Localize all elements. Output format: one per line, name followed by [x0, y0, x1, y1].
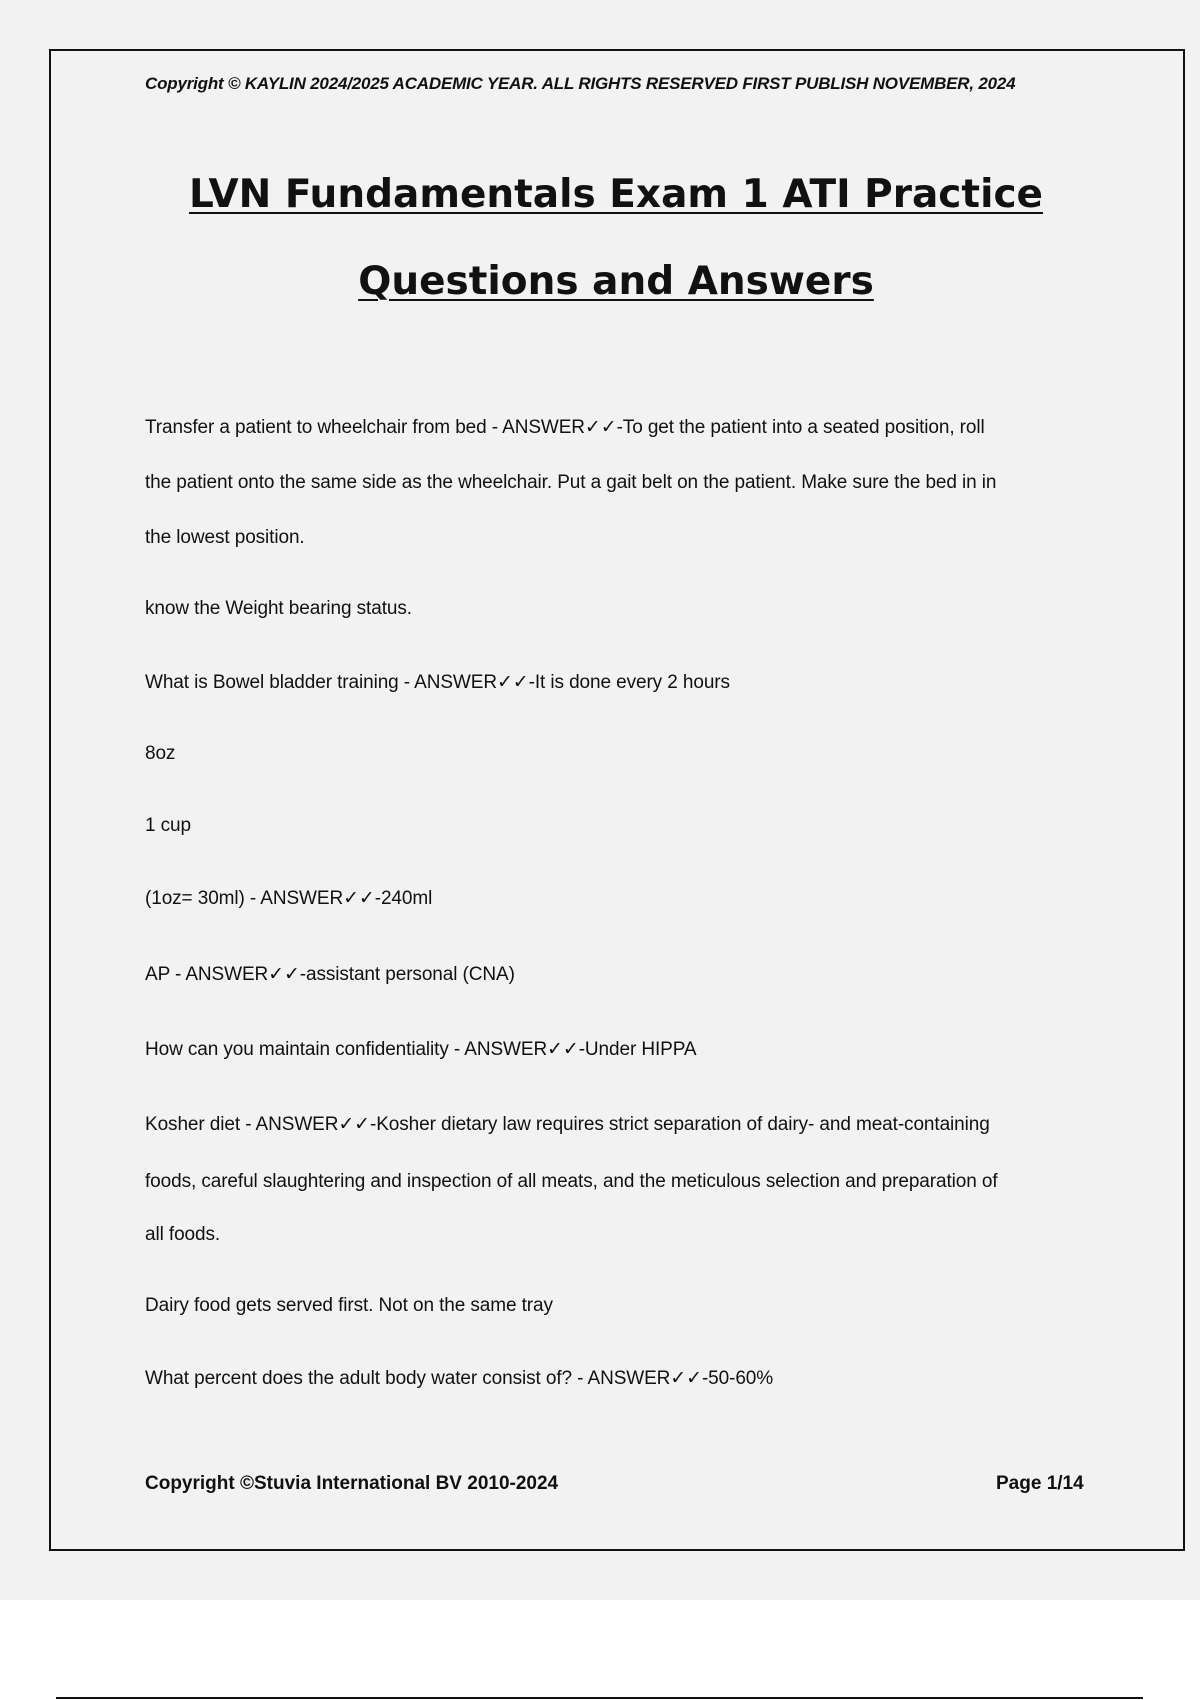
body-line: the lowest position. — [145, 527, 305, 548]
body-line: 8oz — [145, 743, 176, 764]
body-line: Transfer a patient to wheelchair from bed - ANSWER✓✓-To get the patient into a seated position, roll — [145, 417, 985, 438]
body-line: the patient onto the same side as the wheelchair. Put a gait belt on the patient. Make sure the bed in in — [145, 472, 997, 493]
next-page-top-rule — [56, 1697, 1143, 1699]
header-copyright: Copyright © KAYLIN 2024/2025 ACADEMIC YEAR. ALL RIGHTS RESERVED FIRST PUBLISH NOVEMBER, 2024 — [145, 74, 1016, 93]
body-line: all foods. — [145, 1224, 221, 1245]
footer-copyright: Copyright ©Stuvia International BV 2010-2024 — [145, 1473, 559, 1494]
body-line: (1oz= 30ml) - ANSWER✓✓-240ml — [145, 888, 433, 909]
body-line: What is Bowel bladder training - ANSWER✓✓-It is done every 2 hours — [145, 672, 730, 693]
body-line: How can you maintain confidentiality - ANSWER✓✓-Under HIPPA — [145, 1039, 697, 1060]
body-line: AP - ANSWER✓✓-assistant personal (CNA) — [145, 964, 515, 985]
body-line: know the Weight bearing status. — [145, 598, 412, 619]
body-line: What percent does the adult body water consist of? - ANSWER✓✓-50-60% — [145, 1368, 774, 1389]
body-line: Kosher diet - ANSWER✓✓-Kosher dietary law requires strict separation of dairy- and meat-containing — [145, 1114, 990, 1135]
document-title-line-1 — [0, 172, 1200, 217]
body-line: Dairy food gets served first. Not on the same tray — [145, 1295, 553, 1316]
body-line: foods, careful slaughtering and inspection of all meats, and the meticulous selection and preparation of — [145, 1171, 998, 1192]
body-line: 1 cup — [145, 815, 191, 836]
title-text-2: Questions and Answers — [358, 259, 874, 304]
document-title-line-2 — [0, 259, 1200, 304]
title-text-1: LVN Fundamentals Exam 1 ATI Practice — [188, 172, 1044, 217]
page-number: Page 1/14 — [996, 1473, 1084, 1494]
